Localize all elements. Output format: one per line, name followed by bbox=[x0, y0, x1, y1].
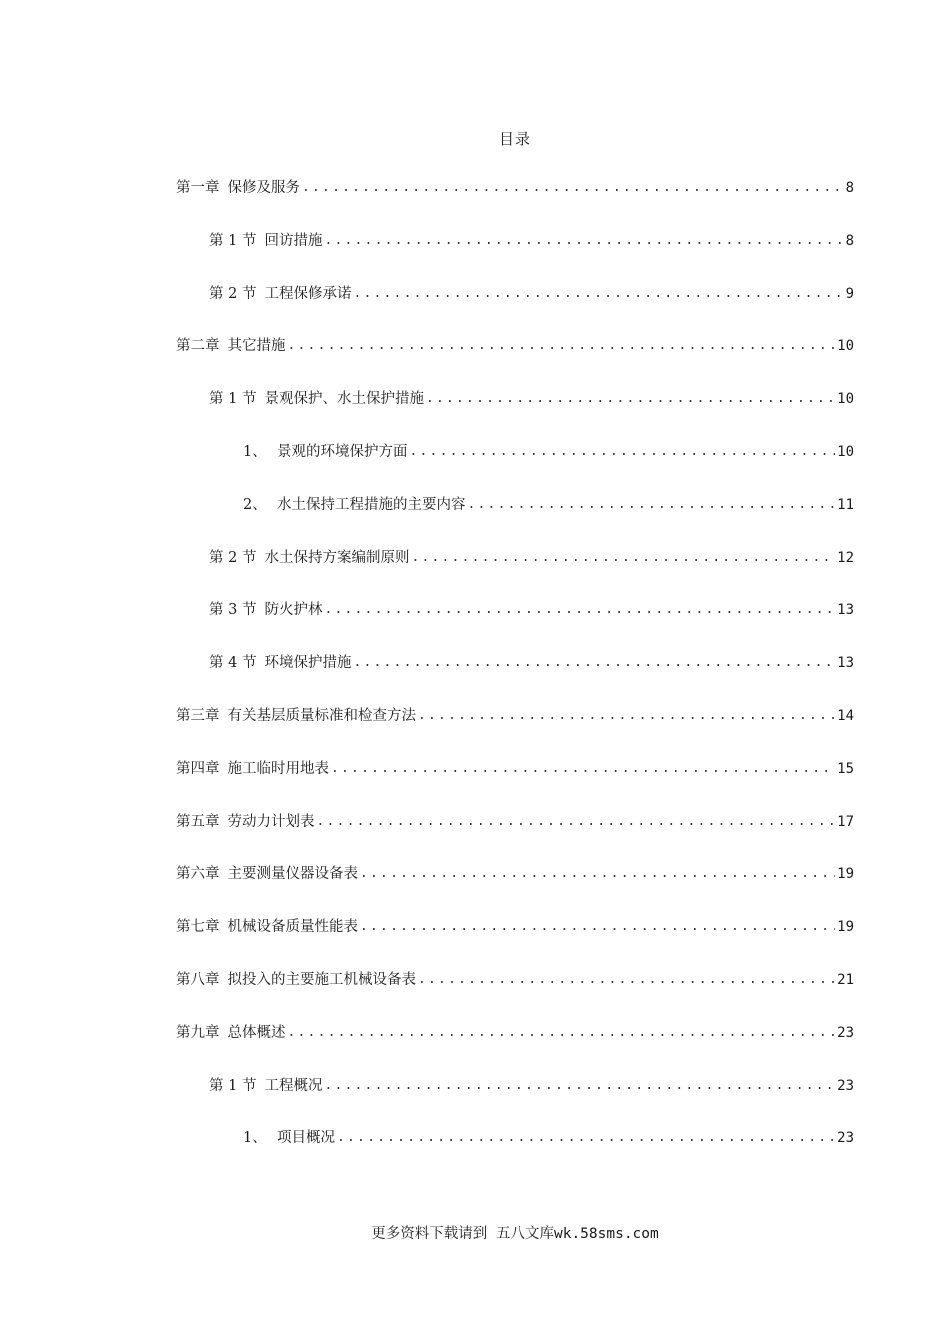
toc-entry[interactable] bbox=[209, 231, 854, 251]
toc-entry-title: 其它措施 bbox=[227, 338, 286, 355]
toc-dot-leader bbox=[324, 1076, 835, 1096]
toc-entry[interactable] bbox=[209, 284, 854, 304]
toc-entry-number: 第三章 bbox=[176, 708, 220, 724]
toc-page-number: 23 bbox=[837, 1024, 854, 1041]
toc-entry-label bbox=[243, 442, 408, 462]
toc-entry-title: 有关基层质量标准和检查方法 bbox=[227, 708, 416, 724]
toc-entry-title: 劳动力计划表 bbox=[227, 813, 315, 830]
toc-dot-leader bbox=[410, 442, 836, 462]
toc-entry-label bbox=[209, 600, 322, 620]
toc-entry[interactable] bbox=[209, 653, 854, 673]
toc-entry[interactable] bbox=[176, 759, 854, 779]
toc-entry[interactable] bbox=[209, 548, 854, 568]
toc-entry-number: 第九章 bbox=[176, 1024, 220, 1041]
toc-dot-leader bbox=[418, 706, 835, 726]
toc-dot-leader bbox=[288, 336, 836, 356]
toc-entry-label bbox=[176, 917, 358, 937]
toc-dot-leader bbox=[411, 548, 835, 568]
toc-dot-leader bbox=[426, 389, 835, 409]
toc-entry[interactable] bbox=[243, 495, 854, 515]
toc-page-number: 11 bbox=[837, 496, 854, 513]
toc-page-number: 19 bbox=[837, 866, 854, 883]
toc-entry-label bbox=[176, 706, 416, 726]
toc-entry-title: 机械设备质量性能表 bbox=[227, 919, 358, 936]
toc-entry-number: 第八章 bbox=[176, 972, 220, 988]
toc-entry-title: 防火护林 bbox=[264, 602, 323, 619]
toc-entry-title: 环境保护措施 bbox=[264, 655, 352, 672]
toc-page-number: 15 bbox=[837, 760, 854, 777]
toc-entry-number: 第 1 节 bbox=[209, 391, 257, 408]
toc-entry-title: 主要测量仪器设备表 bbox=[227, 866, 358, 883]
toc-dot-leader bbox=[302, 178, 844, 198]
toc-dot-leader bbox=[324, 231, 843, 251]
toc-dot-leader bbox=[418, 970, 835, 990]
toc-dot-leader bbox=[288, 1023, 836, 1043]
toc-entry-number: 第 4 节 bbox=[209, 655, 257, 672]
toc-entry-number: 第五章 bbox=[176, 813, 220, 830]
toc-dot-leader bbox=[353, 284, 843, 304]
toc-entry-number: 第七章 bbox=[176, 919, 220, 936]
toc-entry-title: 项目概况 bbox=[277, 1130, 335, 1147]
toc-dot-leader bbox=[360, 917, 835, 937]
toc-entry-number: 第 2 节 bbox=[209, 549, 257, 566]
toc-entry[interactable] bbox=[176, 178, 854, 198]
toc-entry-label bbox=[243, 495, 466, 515]
toc-dot-leader bbox=[317, 812, 836, 832]
toc-entry[interactable] bbox=[209, 1076, 854, 1096]
toc-page-number: 14 bbox=[837, 708, 854, 724]
toc-entry-label bbox=[209, 389, 424, 409]
toc-entry-label bbox=[209, 284, 351, 304]
toc-page-number: 9 bbox=[845, 285, 854, 302]
toc-entry[interactable] bbox=[243, 1128, 854, 1148]
toc-entry-title: 景观保护、水土保护措施 bbox=[264, 391, 424, 408]
toc-entry[interactable] bbox=[176, 1023, 854, 1043]
toc-page-number: 10 bbox=[837, 391, 854, 408]
toc-page-number: 21 bbox=[837, 972, 854, 988]
toc-page-number: 13 bbox=[837, 602, 854, 619]
toc-dot-leader bbox=[353, 653, 835, 673]
toc-entry-number: 第 1 节 bbox=[209, 232, 257, 249]
toc-entry[interactable] bbox=[176, 970, 854, 990]
toc-entry-number: 第 3 节 bbox=[209, 602, 257, 619]
toc-entry-label bbox=[209, 231, 322, 251]
toc-page-number: 12 bbox=[837, 549, 854, 566]
toc-entry[interactable] bbox=[176, 864, 854, 884]
toc-entry-title: 工程概况 bbox=[264, 1077, 323, 1094]
toc-entry-label bbox=[209, 548, 409, 568]
toc-page-number: 19 bbox=[837, 919, 854, 936]
toc-page-number: 10 bbox=[837, 338, 854, 355]
toc-page-number: 23 bbox=[837, 1077, 854, 1094]
toc-entry-number: 第 1 节 bbox=[209, 1077, 257, 1094]
toc-entry-label bbox=[176, 1023, 286, 1043]
toc-entry-label bbox=[209, 653, 351, 673]
toc-dot-leader bbox=[324, 600, 835, 620]
toc-entry[interactable] bbox=[176, 812, 854, 832]
toc-entry-title: 工程保修承诺 bbox=[264, 285, 352, 302]
toc-entry-number: 2、 bbox=[243, 496, 267, 513]
toc-page-number: 10 bbox=[837, 444, 854, 460]
toc-entry-title: 施工临时用地表 bbox=[227, 760, 329, 777]
toc-entry[interactable] bbox=[176, 917, 854, 937]
page-title: 目录 bbox=[498, 130, 531, 148]
toc-page-number: 8 bbox=[845, 180, 854, 196]
toc-entry-label bbox=[209, 1076, 322, 1096]
toc-entry-number: 第一章 bbox=[176, 180, 220, 196]
toc-entry-label bbox=[176, 178, 300, 198]
toc-entry-label bbox=[243, 1128, 335, 1148]
toc-entry-title: 水土保持方案编制原则 bbox=[264, 549, 410, 566]
toc-entry-label bbox=[176, 759, 329, 779]
toc-page-number: 8 bbox=[845, 232, 854, 249]
footer-note: 更多资料下载请到 五八文库wk.58sms.com bbox=[371, 1226, 659, 1242]
toc-entry-number: 1、 bbox=[243, 444, 267, 460]
toc-entry-number: 第四章 bbox=[176, 760, 220, 777]
toc-entry-label bbox=[176, 336, 286, 356]
toc-entry[interactable] bbox=[243, 442, 854, 462]
toc-entry-title: 拟投入的主要施工机械设备表 bbox=[227, 972, 416, 988]
toc-entry-number: 第 2 节 bbox=[209, 285, 257, 302]
toc-entry-number: 1、 bbox=[243, 1130, 267, 1147]
toc-entry-label bbox=[176, 864, 358, 884]
toc-entry[interactable] bbox=[209, 600, 854, 620]
toc-entry-label bbox=[176, 970, 416, 990]
toc-dot-leader bbox=[360, 864, 835, 884]
toc-entry-number: 第六章 bbox=[176, 866, 220, 883]
toc-page-number: 23 bbox=[837, 1130, 854, 1147]
toc-entry-title: 回访措施 bbox=[264, 232, 323, 249]
toc-dot-leader bbox=[337, 1128, 835, 1148]
toc-entry-title: 总体概述 bbox=[227, 1024, 286, 1041]
toc-page-number: 17 bbox=[837, 813, 854, 830]
toc-entry[interactable] bbox=[176, 336, 854, 356]
toc-entry[interactable] bbox=[176, 706, 854, 726]
toc-dot-leader bbox=[468, 495, 836, 515]
toc-dot-leader bbox=[331, 759, 835, 779]
toc-entry-number: 第二章 bbox=[176, 338, 220, 355]
toc-entry-title: 水土保持工程措施的主要内容 bbox=[277, 496, 466, 513]
toc-entry[interactable] bbox=[209, 389, 854, 409]
toc-entry-title: 保修及服务 bbox=[227, 180, 300, 196]
toc-entry-label bbox=[176, 812, 315, 832]
toc-entry-title: 景观的环境保护方面 bbox=[277, 444, 408, 460]
toc-page-number: 13 bbox=[837, 655, 854, 672]
